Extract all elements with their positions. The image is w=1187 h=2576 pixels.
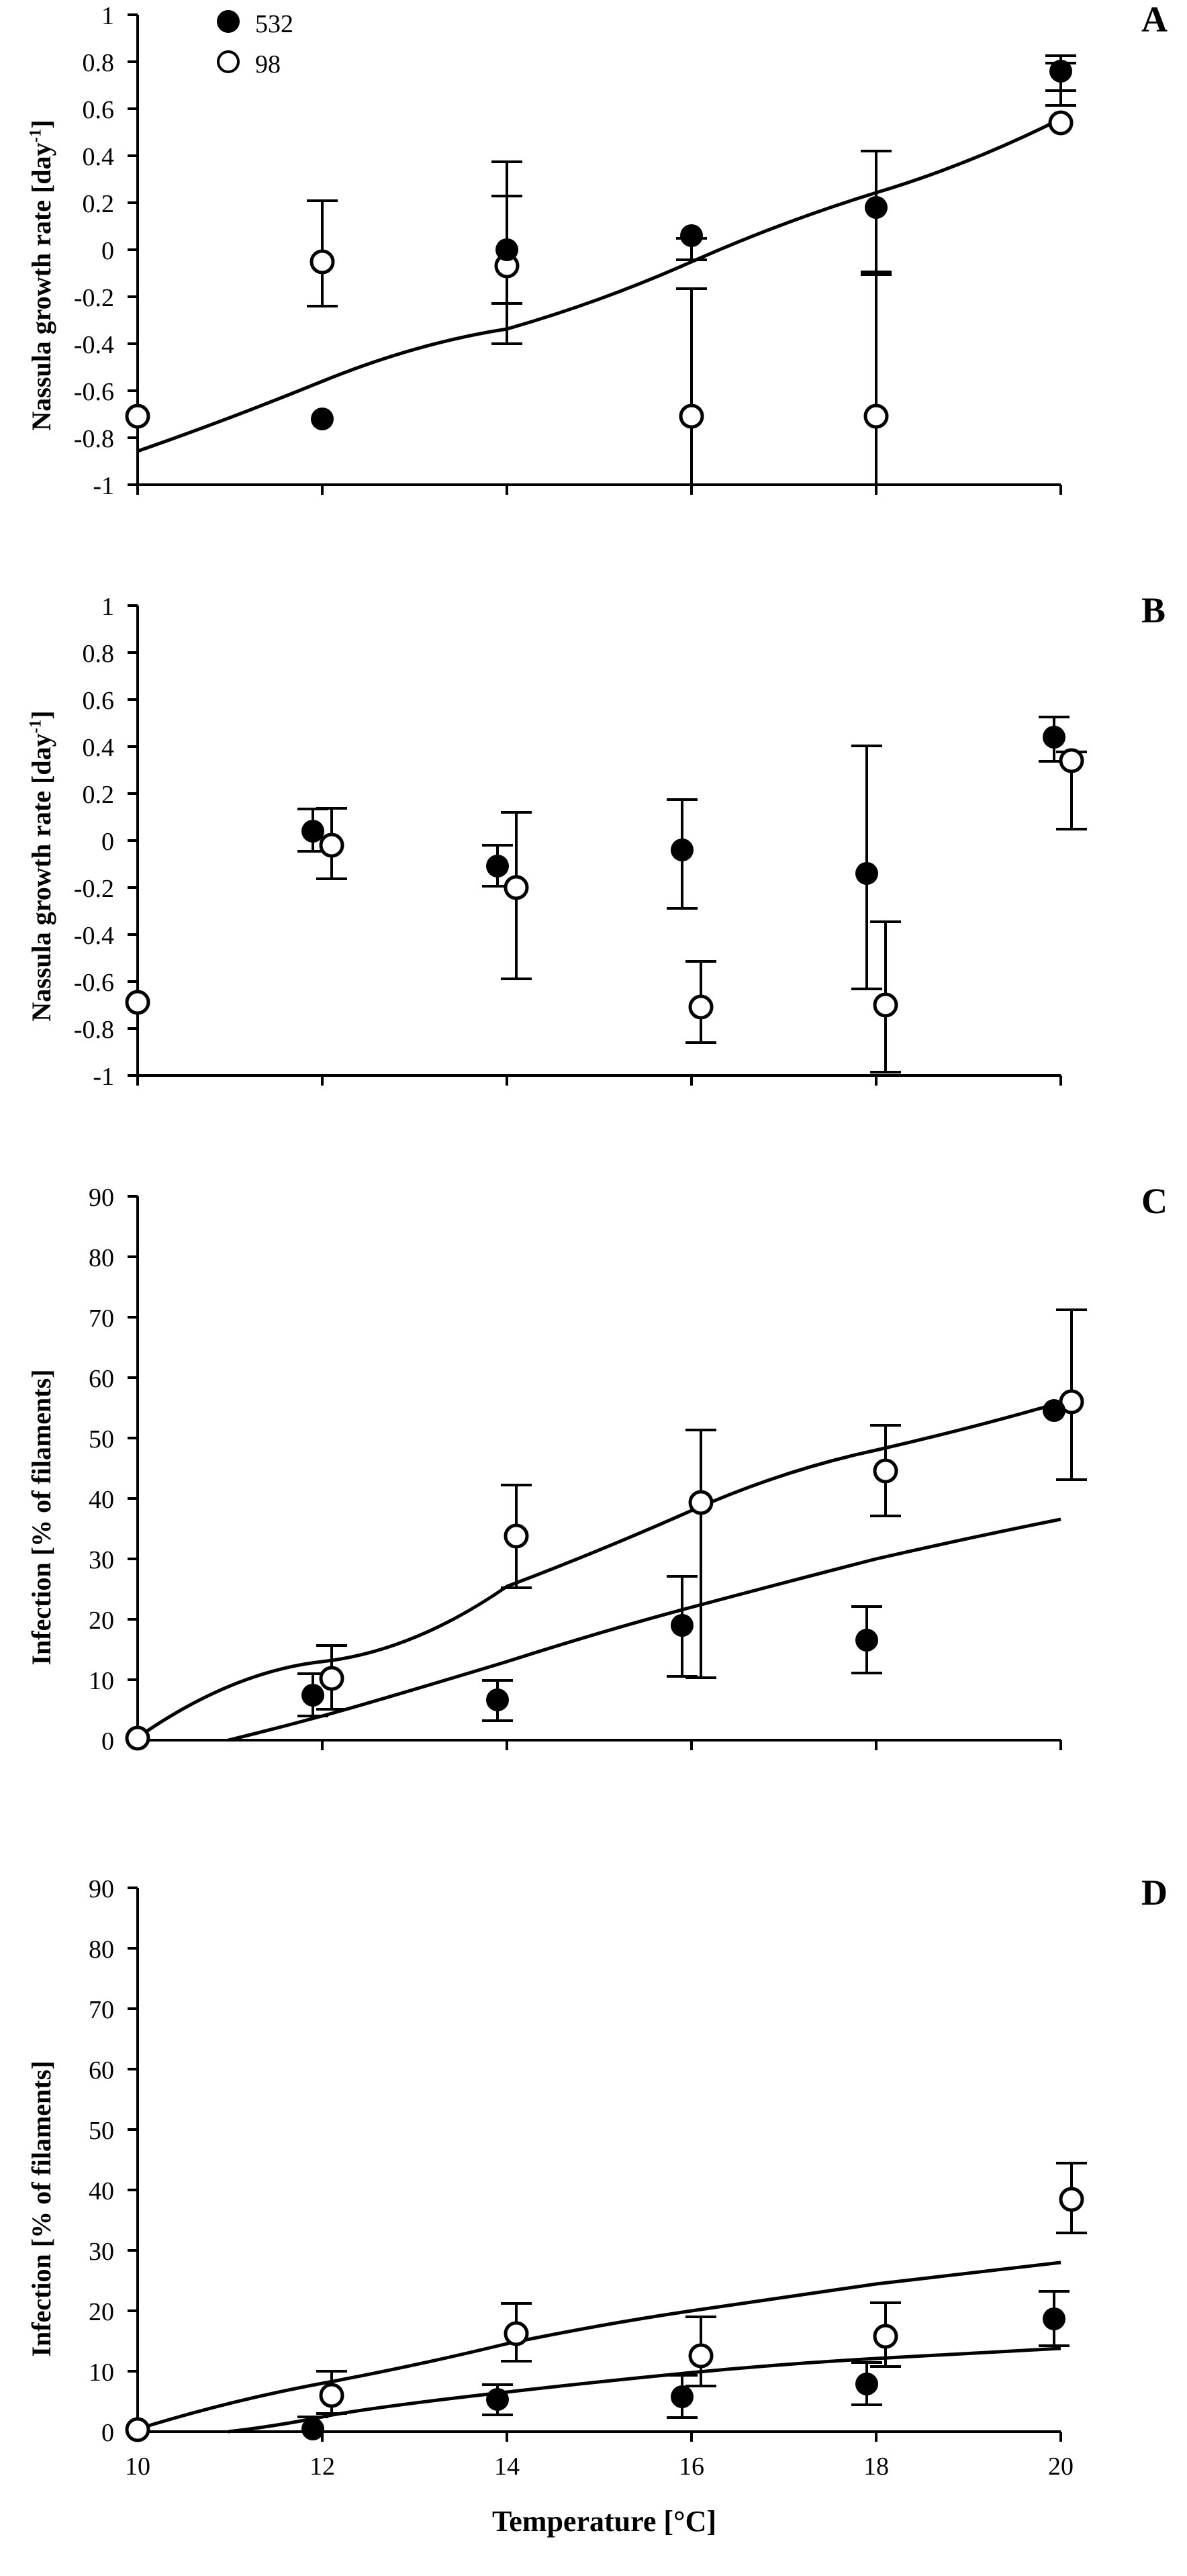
- panel-b-ytick-8: -0.6: [73, 969, 114, 997]
- panel-b-ytick-5: 0: [101, 828, 114, 856]
- panel-a-ytick-10: -1: [93, 472, 114, 500]
- panel-a-fit-curve: [138, 119, 1061, 451]
- panel-c: [0, 1182, 1187, 1873]
- panel-b-plot: [0, 591, 1187, 1182]
- panel-a-y-axis-label-sup: -1: [26, 128, 45, 143]
- panel-d-markers-98: [127, 2189, 1082, 2440]
- panel-c-plot: [0, 1182, 1187, 1873]
- panel-c-ytick-7: 20: [89, 1607, 114, 1635]
- panel-b-markers-98: [127, 750, 1082, 1018]
- panel-letter-d: D: [1141, 1872, 1168, 1913]
- panel-d-fit-curve-532: [228, 2348, 1061, 2432]
- panel-c-ytick-2: 70: [89, 1304, 114, 1333]
- panel-d-ytick-6: 30: [89, 2238, 114, 2266]
- legend-label-532: 532: [255, 10, 293, 38]
- panel-b-y-axis-label-sup: -1: [26, 719, 45, 734]
- panel-d-xtick-3: 16: [679, 2452, 704, 2481]
- panel-c-ytick-6: 30: [89, 1546, 114, 1574]
- panel-a-y-axis-label-tail: ]: [26, 120, 56, 129]
- panel-c-ytick-8: 10: [89, 1667, 114, 1695]
- panel-d-error-bars-98: [316, 2163, 1087, 2414]
- panel-b-ytick-0: 1: [101, 593, 114, 621]
- panel-c-x-tick-marks: [138, 1740, 1061, 1750]
- panel-d-ytick-9: 0: [101, 2419, 114, 2447]
- panel-a-plot: [0, 0, 1187, 591]
- panel-b-error-bars-98: [316, 752, 1087, 1072]
- panel-d-ytick-8: 10: [89, 2358, 114, 2387]
- panel-b-y-axis-label-tail: ]: [26, 710, 56, 720]
- panel-b-ytick-1: 0.8: [82, 640, 114, 668]
- panel-d-fit-curve-98: [138, 2262, 1061, 2429]
- panel-c-ytick-4: 50: [89, 1425, 114, 1453]
- panel-b-y-axis-label-text: Nassula growth rate [day: [26, 733, 56, 1022]
- panel-b-ytick-2: 0.6: [82, 687, 114, 715]
- legend-marker-98: [218, 52, 238, 72]
- panel-d-xtick-5: 20: [1048, 2452, 1074, 2481]
- panel-d-xtick-1: 12: [310, 2452, 335, 2481]
- panel-d-xtick-0: 10: [125, 2452, 150, 2481]
- panel-d-ytick-4: 50: [89, 2117, 114, 2145]
- panel-d-y-axis-label: Infection [% of filaments]: [26, 2060, 56, 2357]
- panel-a-x-tick-marks: [138, 485, 1061, 495]
- panel-letter-b: B: [1141, 590, 1166, 630]
- panel-a-ytick-6: -0.2: [73, 284, 114, 312]
- panel-c-fit-curve-532: [228, 1519, 1061, 1740]
- panel-d-ytick-0: 90: [89, 1875, 114, 1903]
- panel-d-ytick-3: 60: [89, 2056, 114, 2085]
- panel-a-ytick-1: 0.8: [82, 49, 114, 77]
- panel-c-ytick-0: 90: [89, 1184, 114, 1212]
- panel-a-ytick-4: 0.2: [82, 190, 114, 218]
- panel-a-y-axis-label-text: Nassula growth rate [day: [26, 142, 56, 431]
- panel-c-ytick-3: 60: [89, 1365, 114, 1393]
- panel-a-error-bars-532: [491, 56, 1076, 303]
- x-axis-label: Temperature [°C]: [491, 2505, 717, 2538]
- panel-c-y-tick-marks: [128, 1196, 138, 1740]
- panel-a-ytick-2: 0.6: [82, 96, 114, 124]
- panel-a-ytick-5: 0: [101, 237, 114, 265]
- panel-a-ytick-3: 0.4: [82, 143, 114, 171]
- panel-a-ytick-9: -0.8: [73, 425, 114, 453]
- panel-c-ytick-1: 80: [89, 1244, 114, 1272]
- panel-b-ytick-6: -0.2: [73, 875, 114, 903]
- panel-d-xtick-2: 14: [494, 2452, 520, 2481]
- panel-a: [0, 0, 1187, 591]
- panel-b-ytick-3: 0.4: [82, 734, 114, 762]
- panel-c-markers-98: [127, 1391, 1082, 1749]
- panel-d-ytick-1: 80: [89, 1936, 114, 1964]
- panel-a-markers-98: [127, 112, 1072, 427]
- panel-d-xtick-4: 18: [863, 2452, 889, 2481]
- panel-d-ytick-5: 40: [89, 2177, 114, 2205]
- panel-letter-a: A: [1141, 0, 1168, 40]
- panel-d-ytick-7: 20: [89, 2298, 114, 2326]
- panel-d: [0, 1873, 1187, 2576]
- legend-label-98: 98: [255, 50, 281, 79]
- panel-b-x-tick-marks: [138, 1076, 1061, 1086]
- panel-b-ytick-10: -1: [93, 1063, 114, 1091]
- panel-b: [0, 591, 1187, 1182]
- panel-c-y-axis-label: Infection [% of filaments]: [26, 1369, 56, 1666]
- panel-a-ytick-7: -0.4: [73, 331, 114, 359]
- panel-b-ytick-9: -0.8: [73, 1016, 114, 1044]
- panel-d-plot: [0, 1873, 1187, 2576]
- panel-d-y-tick-marks: [128, 1888, 138, 2432]
- panel-c-ytick-5: 40: [89, 1486, 114, 1514]
- panel-b-ytick-7: -0.4: [73, 922, 114, 950]
- legend-marker-532: [218, 11, 238, 32]
- panel-d-x-tick-marks: [138, 2432, 1061, 2442]
- panel-a-ytick-0: 1: [101, 2, 114, 30]
- panel-letter-c: C: [1141, 1181, 1168, 1221]
- panel-c-ytick-9: 0: [101, 1727, 114, 1756]
- panel-c-fit-curve-98: [138, 1402, 1061, 1737]
- panel-d-ytick-2: 70: [89, 1996, 114, 2024]
- panel-b-ytick-4: 0.2: [82, 781, 114, 809]
- panel-a-ytick-8: -0.6: [73, 378, 114, 406]
